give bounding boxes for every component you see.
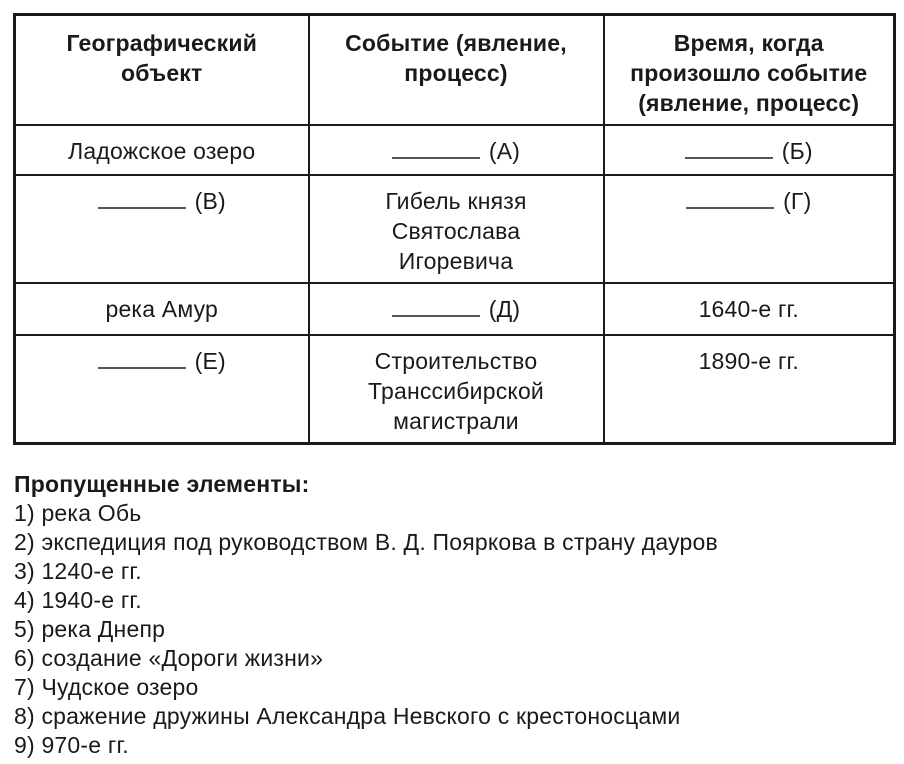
blank-line — [98, 207, 186, 209]
missing-element-item: 7) Чудское озеро — [14, 674, 199, 700]
table-row — [15, 283, 895, 335]
missing-element-item: 8) сражение дружины Александра Невского с крестоносцами — [14, 703, 681, 729]
header-text: произошло событие — [630, 60, 868, 86]
blank-label-b: (Б) — [781, 138, 813, 164]
cell-svyatoslav-death — [309, 175, 604, 283]
cell-amur-river — [15, 283, 309, 335]
cell-text: Святослава — [391, 218, 521, 244]
cell-blank-b — [604, 125, 895, 175]
header-cell-event — [309, 15, 604, 126]
header-text: Время, когда — [673, 30, 824, 56]
blank-line — [392, 315, 480, 317]
header-cell-geography — [15, 15, 309, 126]
cell-1890s — [604, 335, 895, 444]
cell-1640s — [604, 283, 895, 335]
blank-label-v: (В) — [194, 188, 226, 214]
cell-text: 1890-е гг. — [698, 348, 799, 374]
blank-line — [392, 157, 480, 159]
cell-text: 1640-е гг. — [698, 296, 799, 322]
blank-label-e: (Е) — [194, 348, 226, 374]
header-text: Событие (явление, — [345, 30, 567, 56]
cell-text: река Амур — [105, 296, 219, 322]
table-header-row — [15, 15, 895, 126]
cell-ladoga-lake — [15, 125, 309, 175]
missing-element-item: 6) создание «Дороги жизни» — [14, 645, 324, 671]
cell-text: Транссибирской — [368, 378, 544, 404]
cell-blank-e — [15, 335, 309, 444]
header-text: (явление, процесс) — [638, 90, 860, 116]
blank-label-g: (Г) — [783, 188, 812, 214]
cell-text: Строительство — [374, 348, 538, 374]
blank-line — [98, 367, 186, 369]
missing-element-item: 2) экспедиция под руководством В. Д. Пояркова в страну дауров — [14, 529, 718, 555]
blank-line — [685, 157, 773, 159]
missing-element-item: 3) 1240-е гг. — [14, 558, 142, 584]
cell-blank-v — [15, 175, 309, 283]
header-text: Географический — [66, 30, 258, 56]
table-row — [15, 175, 895, 283]
cell-text: Гибель князя — [385, 188, 527, 214]
events-table — [13, 13, 896, 445]
cell-blank-g — [604, 175, 895, 283]
cell-text: магистрали — [393, 408, 519, 434]
missing-elements-title: Пропущенные элементы: — [14, 471, 310, 497]
cell-transsib-construction — [309, 335, 604, 444]
cell-text: Ладожское озеро — [68, 138, 256, 164]
header-text: процесс) — [404, 60, 508, 86]
header-text: объект — [121, 60, 203, 86]
missing-elements-block — [14, 470, 894, 760]
missing-element-item: 5) река Днепр — [14, 616, 166, 642]
blank-line — [686, 207, 774, 209]
blank-label-a: (А) — [488, 138, 521, 164]
missing-element-item: 9) 970-е гг. — [14, 732, 129, 758]
cell-text: Игоревича — [398, 248, 514, 274]
header-cell-time — [604, 15, 895, 126]
cell-blank-a — [309, 125, 604, 175]
table-row — [15, 335, 895, 444]
missing-element-item: 1) река Обь — [14, 500, 142, 526]
table-row — [15, 125, 895, 175]
blank-label-d: (Д) — [488, 296, 521, 322]
cell-blank-d — [309, 283, 604, 335]
missing-element-item: 4) 1940-е гг. — [14, 587, 142, 613]
